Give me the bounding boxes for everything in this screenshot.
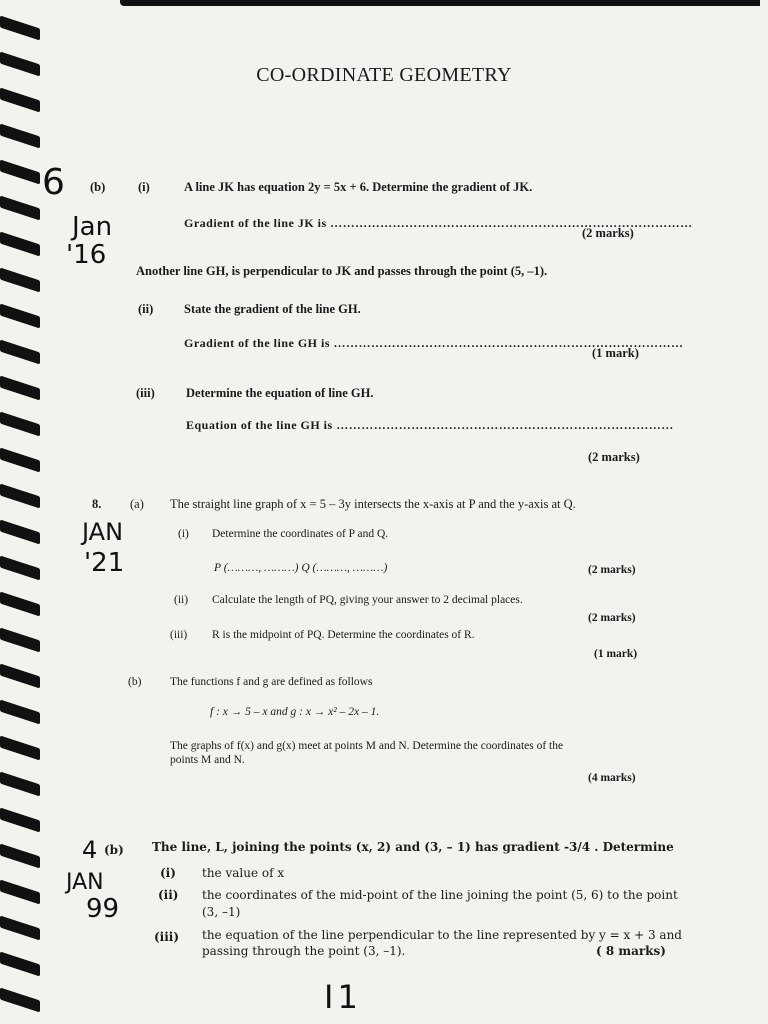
question-text: the equation of the line perpendicular to the line represented by y = x + 3 and bbox=[202, 928, 682, 942]
handwritten-exam-year: '21 bbox=[84, 548, 125, 578]
question-text: Another line GH, is perpendicular to JK and passes through the point (5, –1). bbox=[136, 264, 548, 278]
subpart-label: (iii) bbox=[170, 629, 188, 641]
marks: (4 marks) bbox=[588, 772, 636, 784]
handwritten-page-mark: I1 bbox=[324, 978, 362, 1016]
binding-hole bbox=[0, 736, 40, 761]
handwritten-exam-year: '16 bbox=[66, 240, 107, 270]
question-text: the coordinates of the mid-point of the line joining the point (5, 6) to the point bbox=[202, 888, 678, 902]
handwritten-exam-year: 99 bbox=[86, 894, 120, 924]
subpart-label: (ii) bbox=[158, 888, 179, 902]
binding-hole bbox=[0, 664, 40, 689]
binding-hole bbox=[0, 412, 40, 437]
question-number: 8. bbox=[92, 497, 102, 511]
binding-hole bbox=[0, 592, 40, 617]
part-label: (a) bbox=[130, 497, 144, 511]
subpart-label: (i) bbox=[178, 528, 189, 540]
binding-hole bbox=[0, 160, 40, 185]
binding-hole bbox=[0, 916, 40, 941]
binding-hole bbox=[0, 628, 40, 653]
question-text: R is the midpoint of PQ. Determine the coordinates of R. bbox=[212, 629, 475, 641]
question-text: State the gradient of the line GH. bbox=[184, 302, 361, 316]
binding-hole bbox=[0, 556, 40, 581]
binding-hole bbox=[0, 484, 40, 509]
binding-hole bbox=[0, 880, 40, 905]
answer-line: Gradient of the line JK is …………………………………………………………………………… bbox=[184, 216, 693, 230]
handwritten-exam-date: JAN bbox=[82, 518, 124, 546]
question-text: Calculate the length of PQ, giving your answer to 2 decimal places. bbox=[212, 594, 523, 606]
binding-hole bbox=[0, 844, 40, 869]
marks: (2 marks) bbox=[582, 226, 634, 240]
marks: (2 marks) bbox=[588, 450, 640, 464]
binding-hole bbox=[0, 124, 40, 149]
subpart-label: (i) bbox=[138, 180, 150, 194]
subpart-label: (i) bbox=[160, 866, 176, 880]
question-text: The straight line graph of x = 5 – 3y intersects the x-axis at P and the y-axis at Q. bbox=[170, 497, 576, 511]
function-definition: f : x → 5 – x and g : x → x² – 2x – 1. bbox=[210, 706, 380, 718]
marks: (2 marks) bbox=[588, 564, 636, 576]
question-text: Determine the equation of line GH. bbox=[186, 386, 374, 400]
question-text: the value of x bbox=[202, 866, 285, 880]
part-label: (b) bbox=[104, 843, 124, 857]
question-text: The functions f and g are defined as follows bbox=[170, 676, 373, 688]
question-text: Determine the coordinates of P and Q. bbox=[212, 528, 389, 540]
handwritten-question-number: 4 bbox=[82, 836, 98, 864]
binding-hole bbox=[0, 16, 40, 41]
binding-hole bbox=[0, 448, 40, 473]
binding-hole bbox=[0, 232, 40, 257]
marks: (1 mark) bbox=[592, 346, 639, 360]
marks: ( 8 marks) bbox=[596, 944, 666, 958]
binding-hole bbox=[0, 376, 40, 401]
subpart-label: (iii) bbox=[136, 386, 155, 400]
question-text: points M and N. bbox=[170, 754, 245, 766]
marks: (1 mark) bbox=[594, 648, 638, 660]
question-text: The graphs of f(x) and g(x) meet at points M and N. Determine the coordinates of the bbox=[170, 740, 564, 752]
answer-line: Gradient of the line GH is ………………………………………………………………………… bbox=[184, 336, 684, 350]
subpart-label: (ii) bbox=[138, 302, 154, 316]
part-label: (b) bbox=[128, 676, 142, 688]
binding-hole bbox=[0, 952, 40, 977]
handwritten-question-number: 6 bbox=[42, 162, 65, 203]
binding-hole bbox=[0, 88, 40, 113]
question-text: passing through the point (3, –1). bbox=[202, 944, 406, 958]
page-top-edge bbox=[120, 0, 760, 6]
binding-hole bbox=[0, 304, 40, 329]
subpart-label: (ii) bbox=[174, 594, 189, 606]
page-title: CO-ORDINATE GEOMETRY bbox=[256, 64, 512, 86]
binding-hole bbox=[0, 808, 40, 833]
binding-hole bbox=[0, 268, 40, 293]
question-text: (3, –1) bbox=[202, 905, 241, 919]
binding-hole bbox=[0, 700, 40, 725]
handwritten-exam-date: Jan bbox=[72, 212, 113, 242]
question-text: The line, L, joining the points (x, 2) and (3, – 1) has gradient -3/4 . Determine bbox=[152, 840, 674, 854]
question-text: A line JK has equation 2y = 5x + 6. Determine the gradient of JK. bbox=[184, 180, 533, 194]
part-label: (b) bbox=[90, 180, 106, 194]
binding-hole bbox=[0, 988, 40, 1013]
subpart-label: (iii) bbox=[154, 930, 180, 944]
marks: (2 marks) bbox=[588, 612, 636, 624]
spiral-binding bbox=[0, 0, 48, 1024]
answer-line: Equation of the line GH is ……………………………………………………………………… bbox=[186, 418, 674, 432]
binding-hole bbox=[0, 772, 40, 797]
answer-line: P (………, ………) Q (………, ………) bbox=[214, 562, 388, 574]
binding-hole bbox=[0, 340, 40, 365]
binding-hole bbox=[0, 520, 40, 545]
handwritten-exam-date: JAN bbox=[66, 870, 104, 895]
binding-hole bbox=[0, 196, 40, 221]
